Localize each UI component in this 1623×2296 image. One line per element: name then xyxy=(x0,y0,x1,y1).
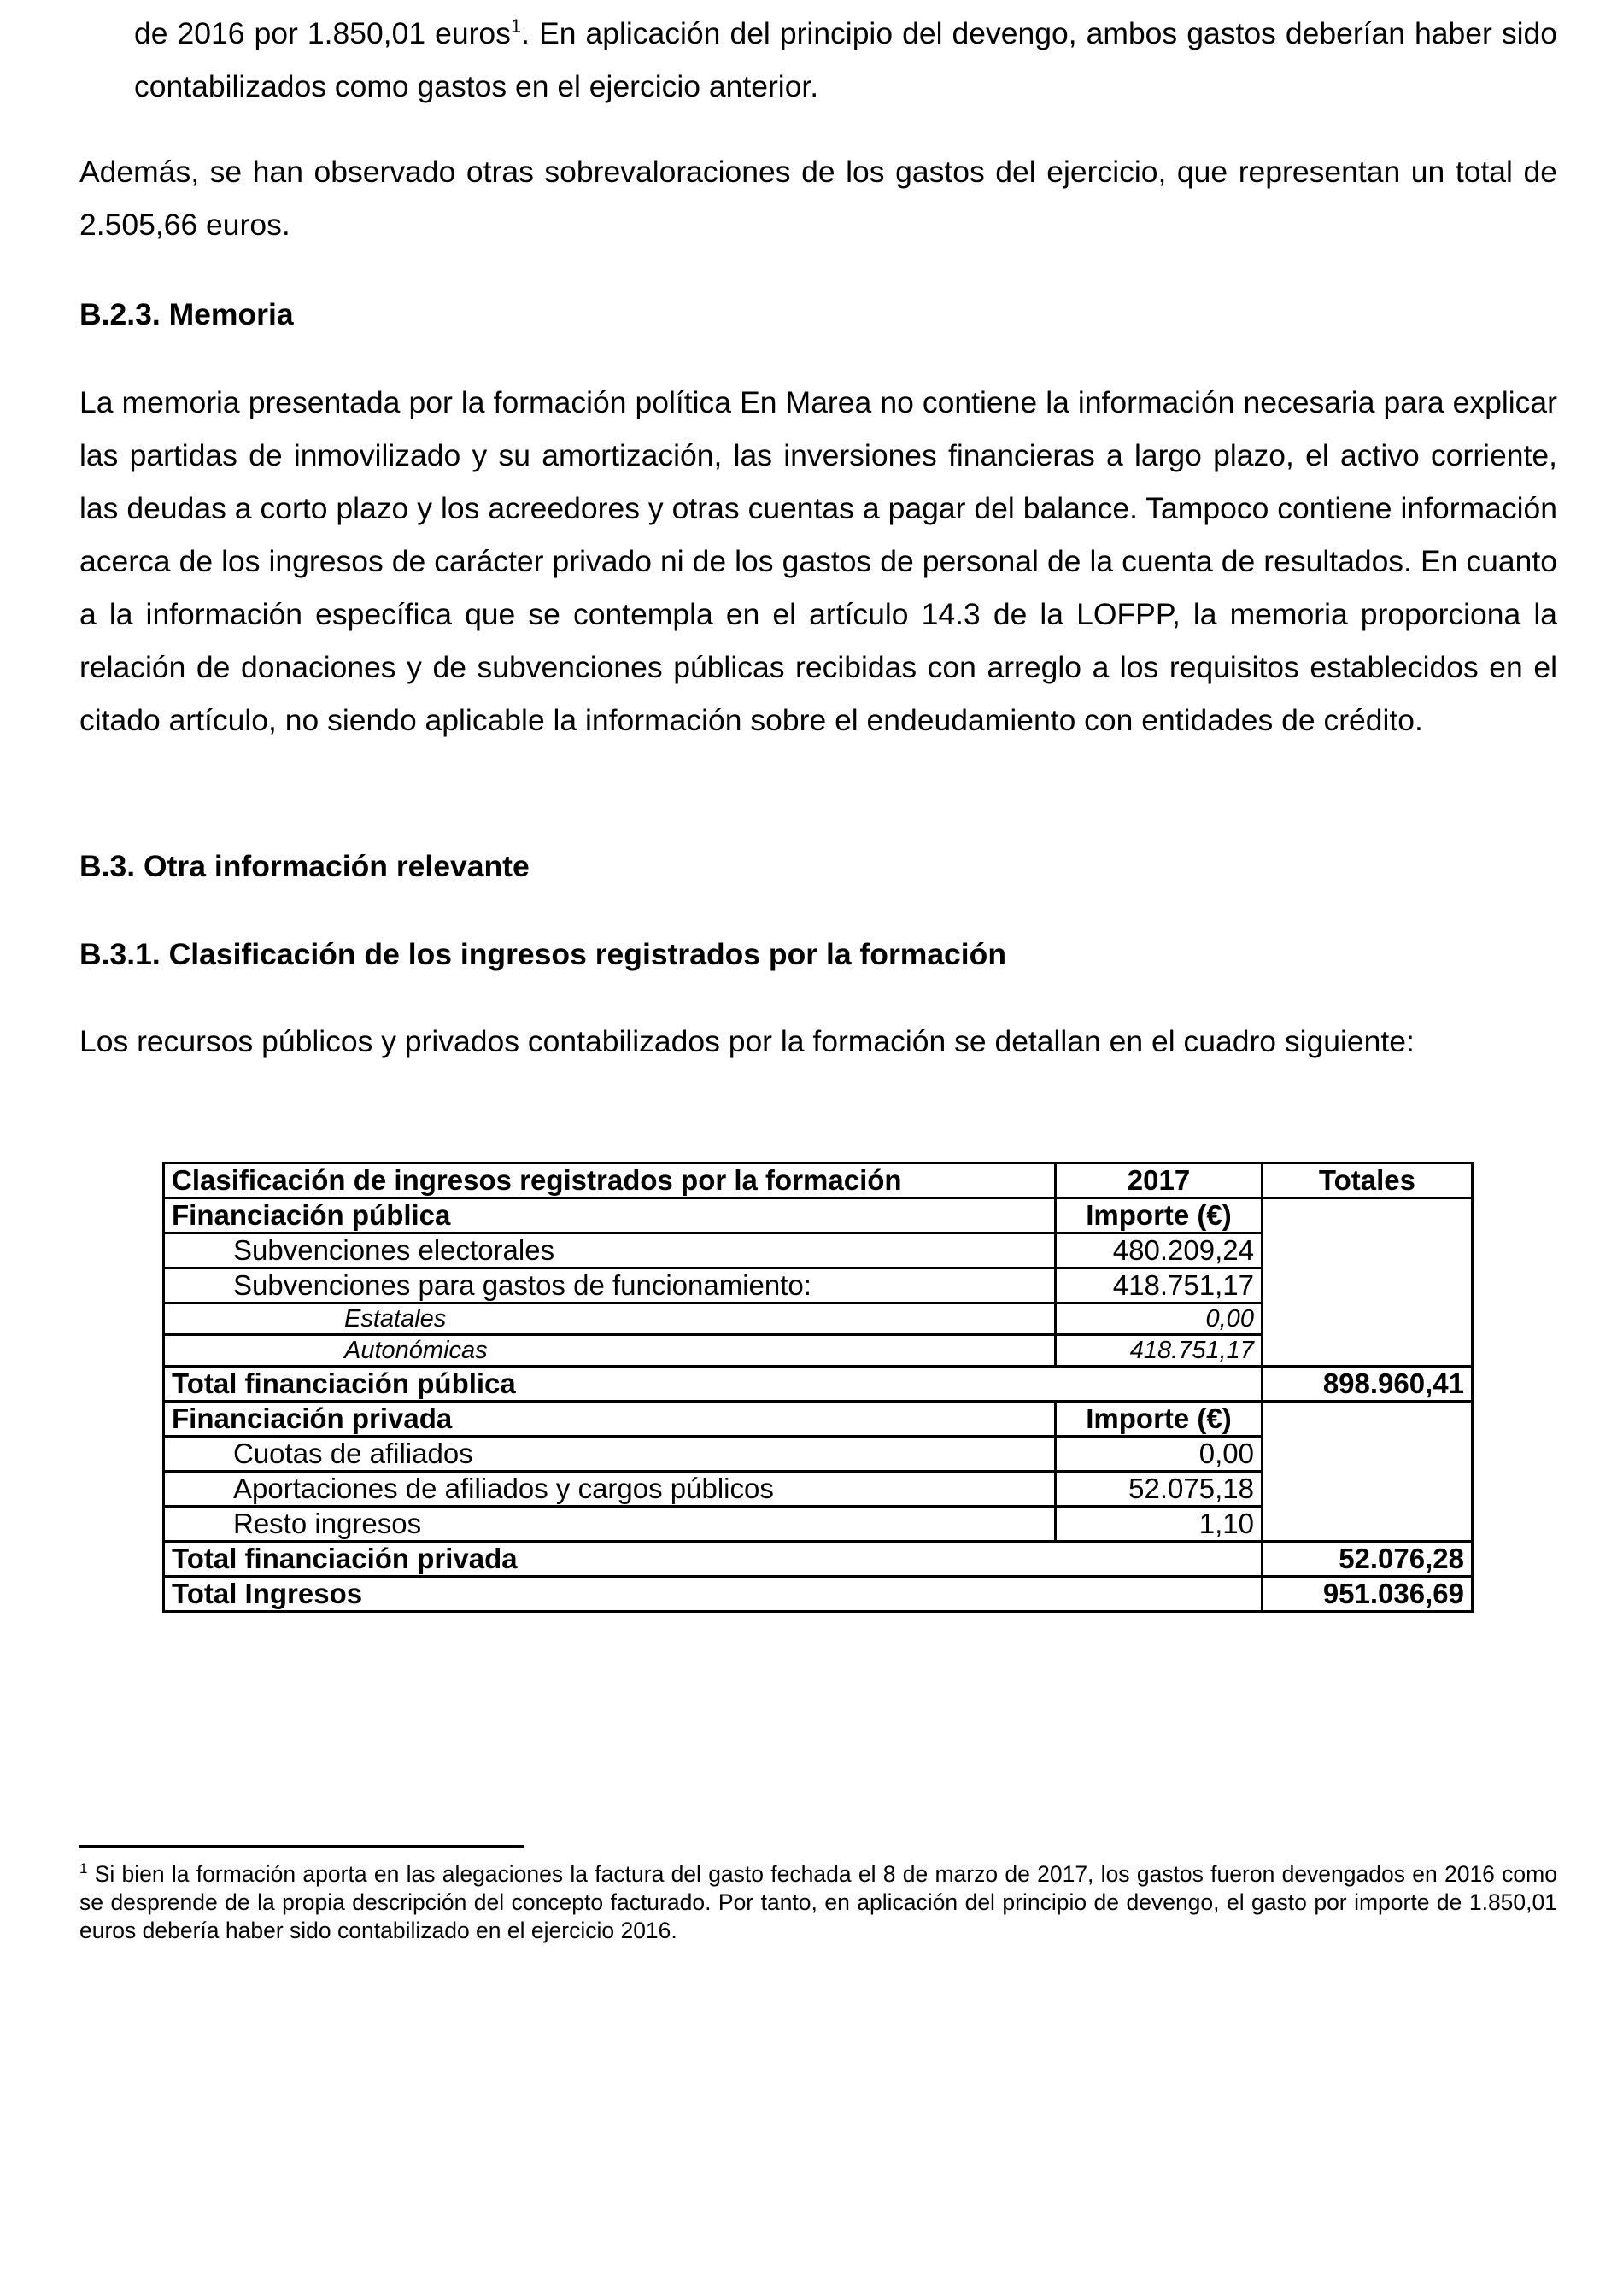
row-label: Cuotas de afiliados xyxy=(164,1437,1056,1472)
row-label: Autonómicas xyxy=(164,1335,1056,1367)
table-row xyxy=(164,1198,1473,1233)
table-row xyxy=(164,1402,1473,1437)
footnote-separator xyxy=(79,1845,524,1848)
row-label: Subvenciones electorales xyxy=(164,1233,1056,1268)
importe-header-publica: Importe (€) xyxy=(1056,1198,1263,1233)
paragraph-devengo xyxy=(134,7,1557,113)
row-value: 480.209,24 xyxy=(1056,1233,1263,1268)
importe-header-privada: Importe (€) xyxy=(1056,1402,1263,1437)
paragraph-devengo-text-a: de 2016 por 1.850,01 euros xyxy=(134,16,511,50)
paragraph-recursos: Los recursos públicos y privados contabilizados por la formación se detallan en el cuadro siguiente: xyxy=(79,1024,1415,1058)
header-year: 2017 xyxy=(1056,1163,1263,1198)
total-ingresos-label: Total Ingresos xyxy=(164,1577,1263,1612)
footnote-marker: 1 xyxy=(79,1860,88,1877)
heading-otra-informacion: B.3. Otra información relevante xyxy=(79,849,530,883)
row-label: Subvenciones para gastos de funcionamiento: xyxy=(164,1268,1056,1303)
total-privada-label: Total financiación privada xyxy=(164,1542,1263,1577)
header-totales: Totales xyxy=(1262,1163,1472,1198)
row-label: Aportaciones de afiliados y cargos públicos xyxy=(164,1472,1056,1507)
header-clasificacion: Clasificación de ingresos registrados por la formación xyxy=(164,1163,1056,1198)
section-financiacion-privada: Financiación privada xyxy=(164,1402,1056,1437)
totales-blank-publica xyxy=(1262,1198,1472,1367)
heading-memoria: B.2.3. Memoria xyxy=(79,297,294,331)
row-label: Estatales xyxy=(164,1303,1056,1335)
paragraph-devengo-text-b: . En aplicación del principio del devengo, ambos gastos deberían haber sido contabilizados como gastos en el ejercicio anterior. xyxy=(134,16,1557,103)
row-value: 0,00 xyxy=(1056,1303,1263,1335)
footnote-reference[interactable]: 1 xyxy=(510,15,522,38)
total-publica-value: 898.960,41 xyxy=(1262,1367,1472,1402)
total-privada-value: 52.076,28 xyxy=(1262,1542,1472,1577)
paragraph-memoria: La memoria presentada por la formación política En Marea no contiene la información necesaria para explicar las partidas de inmovilizado y su amortización, las inversiones financieras a largo plazo, el activo corriente, las deudas a corto plazo y los acreedores y otras cuentas a pagar del balance. Tampoco contiene información acerca de los ingresos de carácter privado ni de los gastos de personal de la cuenta de resultados. En cuanto a la información específica que se contempla en el artículo 14.3 de la LOFPP, la memoria proporciona la relación de donaciones y de subvenciones públicas recibidas con arreglo a los requisitos establecidos en el citado artículo, no siendo aplicable la información sobre el endeudamiento con entidades de crédito. xyxy=(79,385,1557,737)
paragraph-sobrevaloraciones: Además, se han observado otras sobrevaloraciones de los gastos del ejercicio, que representan un total de 2.505,66 euros. xyxy=(79,155,1557,242)
table-header-row xyxy=(164,1163,1473,1198)
footnote-text: Si bien la formación aporta en las alegaciones la factura del gasto fechada el 8 de marzo de 2017, los gastos fueron devengados en 2016 como se desprende de la propia descripción del concepto facturado. Por tanto, en aplicación del principio de devengo, el gasto por importe de 1.850,01 euros debería haber sido contabilizado en el ejercicio 2016. xyxy=(79,1861,1557,1943)
row-value: 418.751,17 xyxy=(1056,1268,1263,1303)
table-row xyxy=(164,1542,1473,1577)
table-row xyxy=(164,1577,1473,1612)
heading-clasificacion-ingresos: B.3.1. Clasificación de los ingresos registrados por la formación xyxy=(79,937,1007,971)
total-ingresos-value: 951.036,69 xyxy=(1262,1577,1472,1612)
row-value: 418.751,17 xyxy=(1056,1335,1263,1367)
totales-blank-privada xyxy=(1262,1402,1472,1542)
footnote xyxy=(79,1860,1557,1945)
section-financiacion-publica: Financiación pública xyxy=(164,1198,1056,1233)
table-row xyxy=(164,1367,1473,1402)
row-label: Resto ingresos xyxy=(164,1507,1056,1542)
row-value: 0,00 xyxy=(1056,1437,1263,1472)
total-publica-label: Total financiación pública xyxy=(164,1367,1263,1402)
row-value: 1,10 xyxy=(1056,1507,1263,1542)
row-value: 52.075,18 xyxy=(1056,1472,1263,1507)
income-classification-table xyxy=(162,1162,1474,1613)
